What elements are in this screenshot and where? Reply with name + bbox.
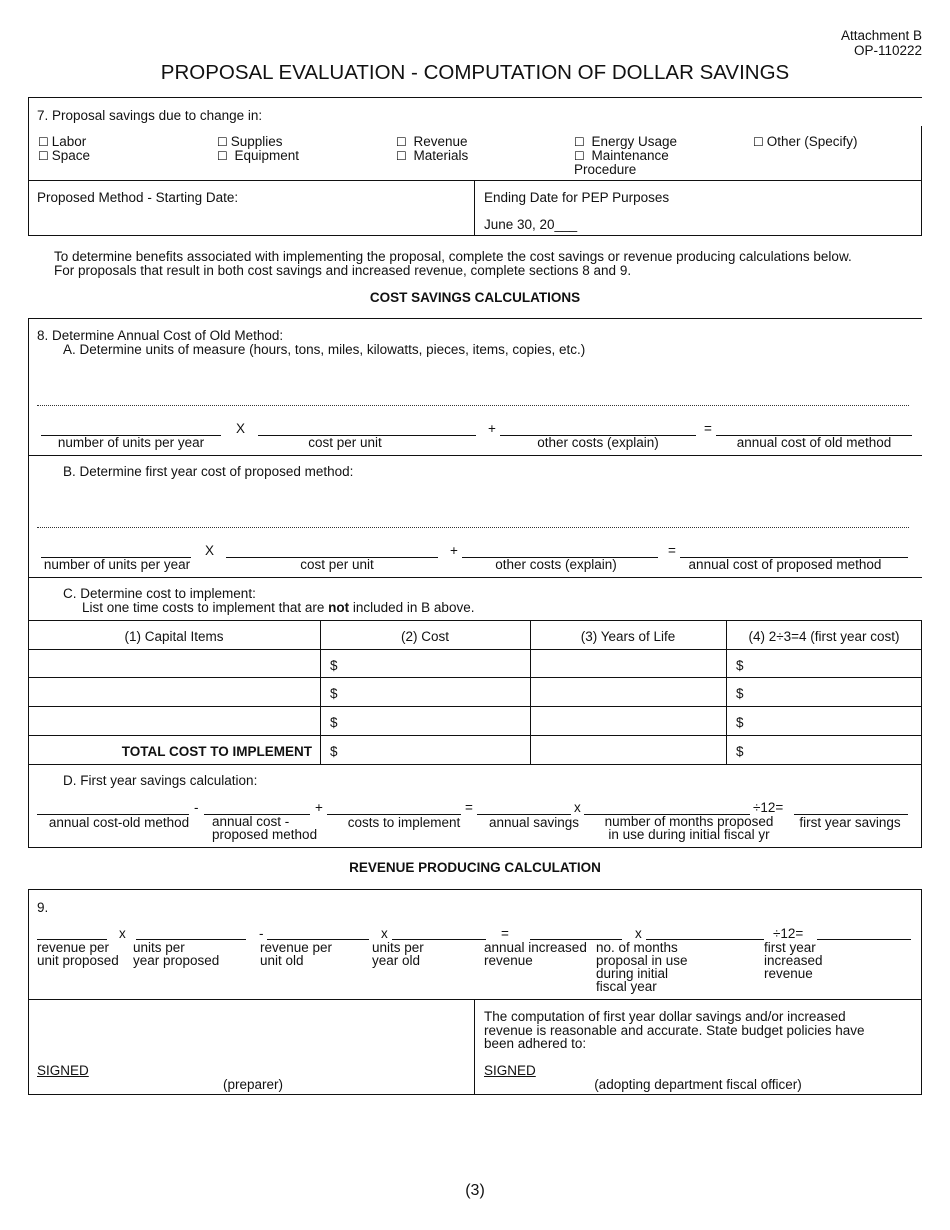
currency-sign: $ [330, 686, 338, 701]
a-op-plus: + [488, 421, 496, 436]
total-cost-label: TOTAL COST TO IMPLEMENT [121, 744, 312, 759]
rev-op-times-2: x [381, 926, 388, 941]
a-units-per-year-label: number of units per year [57, 435, 205, 450]
currency-sign: $ [736, 715, 744, 730]
capital-item-field[interactable] [34, 709, 314, 731]
section8b-label: B. Determine first year cost of proposed method: [63, 464, 354, 479]
total-cost-field[interactable] [344, 738, 524, 760]
rev-op-equals: = [501, 926, 509, 941]
preparer-caption: (preparer) [222, 1077, 284, 1092]
section8c-instruction: List one time costs to implement that are not included in B above. [82, 600, 475, 615]
b-op-multiply: X [205, 543, 215, 558]
d-op-minus: - [194, 800, 199, 815]
units-of-measure-field[interactable] [37, 380, 907, 398]
currency-sign: $ [736, 658, 744, 673]
first-year-cost-field[interactable] [750, 680, 916, 702]
revenue-heading: REVENUE PRODUCING CALCULATION [349, 860, 601, 875]
d-op-times: x [574, 800, 581, 815]
d-op-divide-12: ÷12= [753, 800, 784, 815]
d-months-label: number of months proposed in use during initial fiscal yr [604, 814, 774, 842]
certification-statement: The computation of first year dollar savings and/or increased revenue is reasonable and accurate. State budget policies have been adhered to: [484, 1009, 865, 1051]
cost-field[interactable] [344, 652, 524, 674]
capital-item-field[interactable] [34, 652, 314, 674]
col-capital-items: (1) Capital Items [124, 629, 224, 644]
form-number: OP-110222 [853, 43, 922, 58]
years-field[interactable] [536, 652, 720, 674]
b-op-equals: = [668, 543, 676, 558]
currency-sign: $ [330, 715, 338, 730]
cost-field[interactable] [344, 680, 524, 702]
d-op-equals: = [465, 800, 473, 815]
units-per-year-proposed-label: units per year proposed [133, 940, 220, 968]
d-costs-to-implement-label: costs to implement [347, 815, 461, 830]
attachment-label: Attachment B [840, 28, 922, 43]
section8-label: 8. Determine Annual Cost of Old Method: [37, 328, 284, 343]
checkbox-space[interactable]: ☐ Space [38, 148, 90, 163]
officer-signed-label: SIGNED [484, 1063, 536, 1078]
d-first-year-savings-label: first year savings [799, 815, 901, 830]
a-op-equals: = [704, 421, 712, 436]
section8c-label: C. Determine cost to implement: [63, 586, 256, 601]
first-year-increased-revenue-line[interactable] [817, 939, 911, 940]
first-year-increased-revenue-label: first year increased revenue [764, 940, 823, 981]
rev-op-minus: - [259, 926, 264, 941]
currency-sign: $ [736, 744, 744, 759]
checkbox-materials[interactable]: ☐ Materials [396, 148, 468, 163]
rev-op-divide-12: ÷12= [773, 926, 804, 941]
officer-signature-field[interactable] [548, 1058, 908, 1078]
currency-sign: $ [330, 744, 338, 759]
first-year-cost-field[interactable] [750, 652, 916, 674]
section7-label: 7. Proposal savings due to change in: [37, 108, 263, 123]
preparer-signature-field[interactable] [100, 1058, 460, 1078]
a-op-multiply: X [236, 421, 246, 436]
end-date-label: Ending Date for PEP Purposes [484, 190, 670, 205]
col-first-year-cost: (4) 2÷3=4 (first year cost) [748, 629, 900, 644]
col-cost: (2) Cost [400, 629, 449, 644]
a-cost-per-unit-label: cost per unit [308, 435, 382, 450]
checkbox-maintenance[interactable]: ☐ Maintenance [574, 148, 669, 163]
d-annual-savings-label: annual savings [488, 815, 580, 830]
start-date-label: Proposed Method - Starting Date: [37, 190, 239, 205]
checkbox-labor[interactable]: ☐ Labor [38, 134, 86, 149]
intro-line-2: For proposals that result in both cost savings and increased revenue, complete sections 8 and 9. [54, 263, 632, 278]
a-other-costs-label: other costs (explain) [537, 435, 659, 450]
section8d-label: D. First year savings calculation: [63, 773, 258, 788]
cost-field[interactable] [344, 709, 524, 731]
checkbox-other[interactable]: ☐ Other (Specify) [753, 134, 858, 149]
officer-caption: (adopting department fiscal officer) [594, 1077, 802, 1092]
a-annual-cost-label: annual cost of old method [736, 435, 892, 450]
maintenance-procedure-label: Procedure [574, 162, 637, 177]
preparer-signed-label: SIGNED [37, 1063, 89, 1078]
rev-per-unit-proposed-label: revenue per unit proposed [37, 940, 119, 968]
capital-item-field[interactable] [34, 680, 314, 702]
col-years-of-life: (3) Years of Life [580, 629, 676, 644]
total-first-year-field[interactable] [750, 738, 916, 760]
b-annual-cost-label: annual cost of proposed method [688, 557, 882, 572]
start-date-field[interactable] [37, 212, 457, 230]
years-field[interactable] [536, 709, 720, 731]
units-per-year-old-label: units per year old [372, 940, 424, 968]
b-cost-per-unit-label: cost per unit [300, 557, 374, 572]
section8a-label: A. Determine units of measure (hours, tons, miles, kilowatts, pieces, items, copies, etc.) [63, 342, 586, 357]
section9-label: 9. [37, 900, 49, 915]
rev-op-times-3: x [635, 926, 642, 941]
rev-op-times-1: x [119, 926, 126, 941]
currency-sign: $ [736, 686, 744, 701]
checkbox-equipment[interactable]: ☐ Equipment [217, 148, 299, 163]
page-title: PROPOSAL EVALUATION - COMPUTATION OF DOLLAR SAVINGS [160, 61, 790, 84]
page-number: (3) [465, 1182, 485, 1199]
first-year-cost-field[interactable] [750, 709, 916, 731]
checkbox-revenue[interactable]: ☐ Revenue [396, 134, 468, 149]
checkbox-supplies[interactable]: ☐ Supplies [217, 134, 283, 149]
intro-line-1: To determine benefits associated with implementing the proposal, complete the cost savings or revenue producing calculations below. [54, 249, 852, 264]
cost-savings-heading: COST SAVINGS CALCULATIONS [369, 290, 581, 305]
years-field[interactable] [536, 680, 720, 702]
annual-increased-revenue-label: annual increased revenue [484, 940, 587, 968]
currency-sign: $ [330, 658, 338, 673]
months-in-use-label: no. of months proposal in use during initial fiscal year [596, 940, 688, 994]
end-date-value[interactable]: June 30, 20___ [484, 217, 578, 232]
b-op-plus: + [450, 543, 458, 558]
total-years-field[interactable] [536, 738, 720, 760]
checkbox-energy-usage[interactable]: ☐ Energy Usage [574, 134, 677, 149]
proposed-units-field[interactable] [37, 502, 907, 520]
b-other-costs-label: other costs (explain) [495, 557, 617, 572]
d-annual-cost-proposed-label: annual cost - proposed method [212, 814, 318, 842]
d-annual-cost-old-label: annual cost-old method [48, 815, 190, 830]
b-units-per-year-label: number of units per year [43, 557, 191, 572]
rev-per-unit-old-label: revenue per unit old [260, 940, 333, 968]
d-op-plus: + [315, 800, 323, 815]
